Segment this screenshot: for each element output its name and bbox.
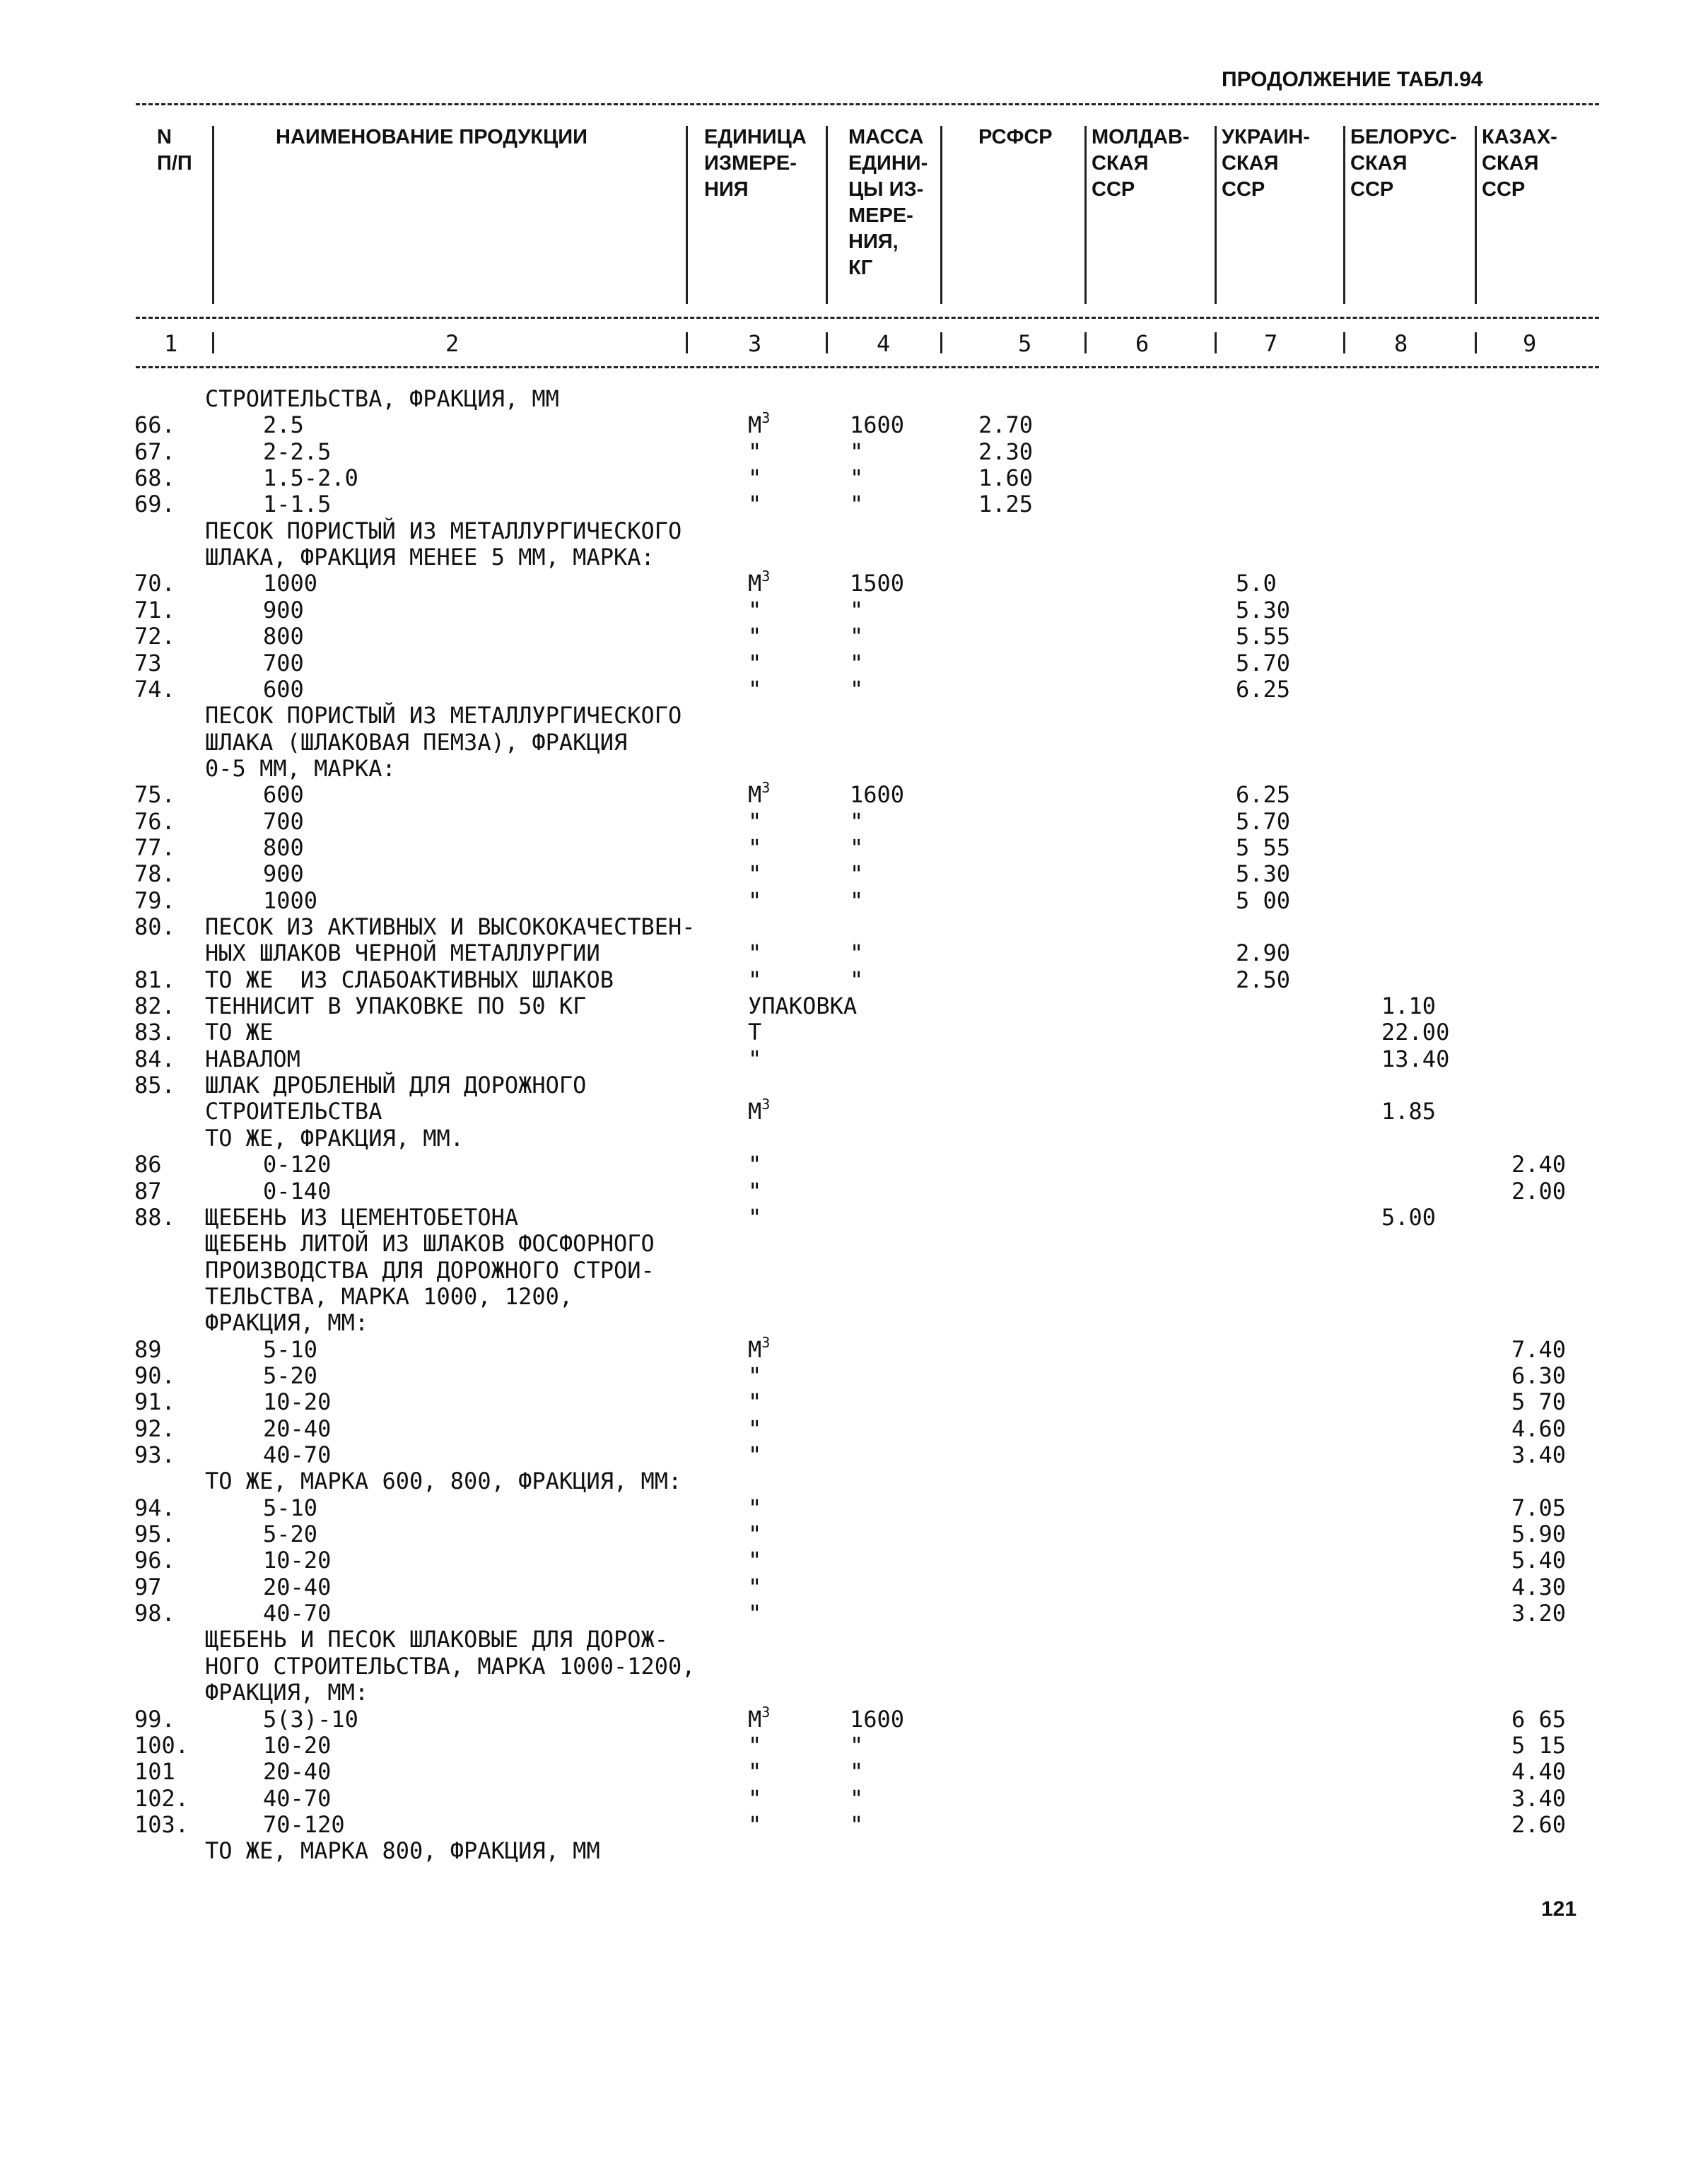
unit-mass: " [850,1811,864,1838]
unit-of-measure: $М^3$ [748,779,771,808]
row-number: 79. [134,887,175,914]
product-name: СТРОИТЕЛЬСТВА [205,1098,382,1125]
row-number: 96. [134,1547,175,1574]
row-number: 93. [134,1441,175,1468]
unit-of-measure: $М^3$ [748,1334,771,1363]
product-name: 5-20 [263,1521,318,1547]
row-number: 74. [134,676,175,703]
unit-mass: " [850,966,864,993]
header-column-separator [940,126,942,304]
product-name: НЫХ ШЛАКОВ ЧЕРНОЙ МЕТАЛЛУРГИИ [205,939,600,966]
unit-mass: " [850,1758,864,1785]
product-name: ЩЕБЕНЬ И ПЕСОК ШЛАКОВЫЕ ДЛЯ ДОРОЖ- [205,1626,669,1653]
value-kazakh-ssr: 4.30 [1511,1574,1567,1600]
header-col-6-line: ССР [1092,178,1135,201]
unit-of-measure: " [748,860,762,887]
row-number: 88. [134,1204,175,1231]
value-ukrainian-ssr: 5.0 [1236,570,1277,597]
row-number: 103. [134,1811,189,1838]
product-name: ТО ЖЕ [205,1019,274,1046]
header-col-6-line: СКАЯ [1092,152,1149,175]
unit-superscript: 3 [761,409,771,426]
value-kazakh-ssr: 3.40 [1511,1785,1567,1812]
product-name: 2.5 [263,411,304,438]
row-number: 69. [134,491,175,517]
product-name: 5-20 [263,1362,318,1389]
product-name: 1.5-2.0 [263,464,358,491]
product-name: 20-40 [263,1758,332,1785]
row-number: 71. [134,597,175,624]
value-ukrainian-ssr: 5.30 [1236,860,1291,887]
header-column-separator [826,126,828,304]
unit-of-measure: Т [748,1019,762,1046]
unit-mass: " [850,650,864,677]
unit-mass: 1600 [850,1706,905,1733]
product-name: 700 [263,808,304,835]
unit-of-measure: " [748,1362,762,1389]
unit-mass: 1600 [850,781,905,808]
unit-mass: 1600 [850,411,905,438]
header-col-8-line: БЕЛОРУС- [1350,126,1457,148]
value-rsfsr: 1.60 [978,464,1034,491]
unit-of-measure: " [748,887,762,914]
product-name: 40-70 [263,1441,332,1468]
row-number: 98. [134,1600,175,1627]
unit-of-measure: $М^3$ [748,1704,771,1733]
product-name: 1000 [263,887,318,914]
unit-of-measure: " [748,464,762,491]
header-col-4-line: МАССА [848,126,924,148]
unit-mass: " [850,887,864,914]
unit-of-measure: " [748,1758,762,1785]
row-number: 77. [134,834,175,861]
value-kazakh-ssr: 7.40 [1511,1336,1567,1363]
product-name: ПЕСОК ИЗ АКТИВНЫХ И ВЫСОКОКАЧЕСТВЕН- [205,913,696,940]
unit-mass: " [850,464,864,491]
header-col-8-line: ССР [1350,178,1394,201]
value-ukrainian-ssr: 6.25 [1236,676,1291,703]
product-name: 0-120 [263,1151,332,1178]
product-name: 10-20 [263,1547,332,1574]
product-name: НАВАЛОМ [205,1046,300,1072]
column-number: 9 [1523,330,1537,357]
column-number: 6 [1135,330,1150,357]
product-name: СТРОИТЕЛЬСТВА, ФРАКЦИЯ, ММ [205,385,559,412]
product-name: 70-120 [263,1811,345,1838]
product-name: 600 [263,676,304,703]
header-column-separator [1343,126,1345,304]
row-number: 87 [134,1178,162,1205]
value-kazakh-ssr: 4.40 [1511,1758,1567,1785]
column-number: 4 [877,330,891,357]
product-name: 5-10 [263,1336,318,1363]
row-number: 97 [134,1574,162,1600]
row-number: 92. [134,1415,175,1442]
unit-of-measure: " [748,1547,762,1574]
row-number: 91. [134,1388,175,1415]
unit-of-measure: " [748,1574,762,1600]
unit-mass: " [850,597,864,624]
product-name: 900 [263,597,304,624]
product-name: ТО ЖЕ, ФРАКЦИЯ, ММ. [205,1125,464,1152]
value-kazakh-ssr: 2.60 [1511,1811,1567,1838]
header-col-1-line: N [157,126,172,148]
header-col-6-line: МОЛДАВ- [1092,126,1190,148]
number-row-separator [1215,332,1217,353]
number-row-separator [212,332,214,353]
product-name: 2-2.5 [263,438,332,465]
unit-superscript: 3 [761,568,771,585]
row-number: 85. [134,1072,175,1099]
value-kazakh-ssr: 4.60 [1511,1415,1567,1442]
row-number: 66. [134,411,175,438]
header-col-7-line: УКРАИН- [1222,126,1310,148]
header-column-separator [686,126,688,304]
header-col-4-line: ЕДИНИ- [848,152,928,175]
unit-of-measure: " [748,1388,762,1415]
unit-mass: " [850,834,864,861]
unit-of-measure: " [748,1494,762,1521]
unit-of-measure: " [748,1521,762,1547]
product-name: 10-20 [263,1732,332,1759]
product-name: 40-70 [263,1785,332,1812]
header-bottom-rule [136,317,1599,319]
row-number: 72. [134,623,175,650]
unit-mass: " [850,1732,864,1759]
header-col-3-line: НИЯ [704,178,749,201]
header-col-8-line: СКАЯ [1350,152,1408,175]
unit-mass: " [850,491,864,517]
value-kazakh-ssr: 3.20 [1511,1600,1567,1627]
unit-superscript: 3 [761,1704,771,1721]
header-col-7-line: СКАЯ [1222,152,1279,175]
row-number: 86 [134,1151,162,1178]
header-col-9-line: СКАЯ [1482,152,1539,175]
value-ukrainian-ssr: 5 55 [1236,834,1291,861]
column-numbers-bottom-rule [136,366,1599,368]
unit-of-measure: $М^3$ [748,409,771,438]
unit-of-measure: " [748,1441,762,1468]
header-col-3-line: ИЗМЕРЕ- [704,152,797,175]
product-name: ФРАКЦИЯ, ММ: [205,1679,369,1706]
product-name: ШЛАК ДРОБЛЕНЫЙ ДЛЯ ДОРОЖНОГО [205,1072,587,1099]
row-number: 94. [134,1494,175,1521]
unit-mass: " [850,676,864,703]
value-ukrainian-ssr: 5.30 [1236,597,1291,624]
product-name: 20-40 [263,1574,332,1600]
product-name: ТО ЖЕ, МАРКА 800, ФРАКЦИЯ, ММ [205,1837,600,1864]
unit-mass: " [850,939,864,966]
value-ukrainian-ssr: 5.55 [1236,623,1291,650]
header-col-9-line: КАЗАХ- [1482,126,1557,148]
unit-mass: " [850,808,864,835]
unit-mass: " [850,438,864,465]
unit-superscript: 3 [761,1334,771,1351]
product-name: 20-40 [263,1415,332,1442]
unit-of-measure: " [748,623,762,650]
unit-of-measure: " [748,1785,762,1812]
unit-of-measure: " [748,491,762,517]
row-number: 78. [134,860,175,887]
row-number: 67. [134,438,175,465]
product-name: 40-70 [263,1600,332,1627]
column-number: 7 [1264,330,1278,357]
product-name: НОГО СТРОИТЕЛЬСТВА, МАРКА 1000-1200, [205,1653,696,1680]
product-name: ШЛАКА, ФРАКЦИЯ МЕНЕЕ 5 ММ, МАРКА: [205,544,655,570]
value-kazakh-ssr: 6 65 [1511,1706,1567,1733]
unit-mass: 1500 [850,570,905,597]
value-kazakh-ssr: 5 70 [1511,1388,1567,1415]
value-ukrainian-ssr: 5.70 [1236,650,1291,677]
header-col-5-line: РСФСР [978,126,1053,148]
value-kazakh-ssr: 5.40 [1511,1547,1567,1574]
product-name: ТЕННИСИТ В УПАКОВКЕ ПО 50 КГ [205,993,587,1019]
product-name: 600 [263,781,304,808]
header-column-separator [1084,126,1087,304]
unit-superscript: 3 [761,1096,771,1113]
header-col-4-line: КГ [848,257,873,279]
value-rsfsr: 2.70 [978,411,1034,438]
unit-of-measure: " [748,676,762,703]
header-col-9-line: ССР [1482,178,1526,201]
product-name: ТО ЖЕ ИЗ СЛАБОАКТИВНЫХ ШЛАКОВ [205,966,614,993]
product-name: ФРАКЦИЯ, ММ: [205,1309,369,1336]
continuation-title: ПРОДОЛЖЕНИЕ ТАБЛ.94 [1222,68,1483,91]
unit-of-measure: " [748,939,762,966]
page-number: 121 [1541,1897,1577,1921]
unit-of-measure: " [748,1415,762,1442]
unit-of-measure: " [748,1732,762,1759]
row-number: 70. [134,570,175,597]
product-name: 0-140 [263,1178,332,1205]
header-col-1-line: П/П [157,152,192,175]
product-name: 0-5 ММ, МАРКА: [205,755,396,782]
unit-of-measure: " [748,650,762,677]
row-number: 68. [134,464,175,491]
unit-of-measure: " [748,1046,762,1072]
value-ukrainian-ssr: 5 00 [1236,887,1291,914]
number-row-separator [940,332,942,353]
row-number: 80. [134,913,175,940]
row-number: 81. [134,966,175,993]
unit-of-measure: УПАКОВКА [748,993,858,1019]
row-number: 84. [134,1046,175,1072]
value-ukrainian-ssr: 5.70 [1236,808,1291,835]
unit-superscript: 3 [761,779,771,796]
product-name: ЩЕБЕНЬ ЛИТОЙ ИЗ ШЛАКОВ ФОСФОРНОГО [205,1230,655,1257]
product-name: 900 [263,860,304,887]
row-number: 99. [134,1706,175,1733]
header-column-separator [212,126,214,304]
value-kazakh-ssr: 3.40 [1511,1441,1567,1468]
column-number: 3 [748,330,762,357]
product-name: ПРОИЗВОДСТВА ДЛЯ ДОРОЖНОГО СТРОИ- [205,1257,655,1284]
value-rsfsr: 2.30 [978,438,1034,465]
number-row-separator [686,332,688,353]
number-row-separator [1343,332,1345,353]
row-number: 76. [134,808,175,835]
row-number: 73 [134,650,162,677]
product-name: 10-20 [263,1388,332,1415]
product-name: ПЕСОК ПОРИСТЫЙ ИЗ МЕТАЛЛУРГИЧЕСКОГО [205,517,682,544]
unit-of-measure: " [748,966,762,993]
unit-of-measure: " [748,1178,762,1205]
number-row-separator [1084,332,1087,353]
column-number: 1 [164,330,178,357]
row-number: 101 [134,1758,175,1785]
value-kazakh-ssr: 7.05 [1511,1494,1567,1521]
header-col-4-line: НИЯ, [848,230,899,253]
value-ukrainian-ssr: 6.25 [1236,781,1291,808]
row-number: 100. [134,1732,189,1759]
row-number: 89 [134,1336,162,1363]
column-number: 8 [1394,330,1408,357]
row-number: 75. [134,781,175,808]
unit-of-measure: " [748,1600,762,1627]
number-row-separator [1475,332,1477,353]
row-number: 82. [134,993,175,1019]
header-col-4-line: ЦЫ ИЗ- [848,178,924,201]
product-name: 5-10 [263,1494,318,1521]
row-number: 83. [134,1019,175,1046]
value-ukrainian-ssr: 2.90 [1236,939,1291,966]
column-number: 2 [445,330,460,357]
product-name: ПЕСОК ПОРИСТЫЙ ИЗ МЕТАЛЛУРГИЧЕСКОГО [205,702,682,729]
header-col-7-line: ССР [1222,178,1265,201]
product-name: 1-1.5 [263,491,332,517]
unit-of-measure: " [748,834,762,861]
product-name: 700 [263,650,304,677]
product-name: 800 [263,623,304,650]
header-col-4-line: МЕРЕ- [848,204,913,227]
unit-of-measure: " [748,597,762,624]
unit-of-measure: " [748,1811,762,1838]
product-name: ШЛАКА (ШЛАКОВАЯ ПЕМЗА), ФРАКЦИЯ [205,729,628,756]
value-belorussian-ssr: 13.40 [1381,1046,1450,1072]
unit-of-measure: " [748,1151,762,1178]
row-number: 90. [134,1362,175,1389]
unit-of-measure: $М^3$ [748,568,771,597]
product-name: 5(3)-10 [263,1706,358,1733]
product-name: ТЕЛЬСТВА, МАРКА 1000, 1200, [205,1283,573,1310]
value-kazakh-ssr: 5 15 [1511,1732,1567,1759]
number-row-separator [826,332,828,353]
row-number: 102. [134,1785,189,1812]
product-name: ТО ЖЕ, МАРКА 600, 800, ФРАКЦИЯ, ММ: [205,1468,682,1494]
column-number: 5 [1018,330,1032,357]
row-number: 95. [134,1521,175,1547]
product-name: 800 [263,834,304,861]
value-rsfsr: 1.25 [978,491,1034,517]
unit-of-measure: " [748,808,762,835]
header-column-separator [1475,126,1477,304]
product-name: ЩЕБЕНЬ ИЗ ЦЕМЕНТОБЕТОНА [205,1204,519,1231]
header-column-separator [1215,126,1217,304]
unit-mass: " [850,860,864,887]
value-ukrainian-ssr: 2.50 [1236,966,1291,993]
header-col-3-line: ЕДИНИЦА [704,126,807,148]
value-belorussian-ssr: 1.85 [1381,1098,1437,1125]
unit-of-measure: " [748,438,762,465]
header-col-2-line: НАИМЕНОВАНИЕ ПРОДУКЦИИ [276,126,587,148]
value-kazakh-ssr: 5.90 [1511,1521,1567,1547]
unit-of-measure: $М^3$ [748,1096,771,1125]
value-kazakh-ssr: 2.40 [1511,1151,1567,1178]
value-kazakh-ssr: 2.00 [1511,1178,1567,1205]
unit-mass: " [850,1785,864,1812]
product-name: 1000 [263,570,318,597]
value-belorussian-ssr: 5.00 [1381,1204,1437,1231]
unit-of-measure: " [748,1204,762,1231]
value-belorussian-ssr: 1.10 [1381,993,1437,1019]
table-top-rule [136,103,1599,105]
value-belorussian-ssr: 22.00 [1381,1019,1450,1046]
unit-mass: " [850,623,864,650]
value-kazakh-ssr: 6.30 [1511,1362,1567,1389]
